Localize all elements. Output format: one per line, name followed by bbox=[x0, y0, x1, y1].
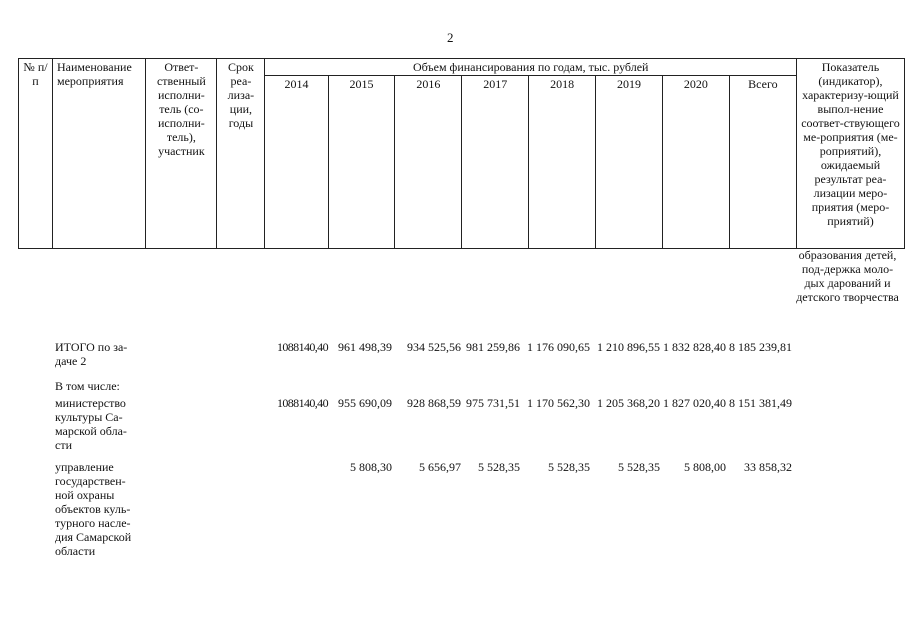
col-number-header: № п/п bbox=[19, 59, 53, 249]
value-2019: 1 210 896,55 bbox=[597, 340, 660, 354]
header-row bbox=[19, 59, 905, 76]
value-total: 8 151 381,49 bbox=[729, 396, 792, 410]
value-2017: 5 528,35 bbox=[478, 460, 520, 474]
year-2018-header: 2018 bbox=[529, 76, 596, 249]
row-label: В том числе: bbox=[55, 379, 120, 393]
value-2014: 1088140,40 bbox=[276, 340, 328, 354]
value-2020: 1 827 020,40 bbox=[663, 396, 726, 410]
value-2016: 5 656,97 bbox=[419, 460, 461, 474]
year-2015-header: 2015 bbox=[328, 76, 395, 249]
row-label: ИТОГО по за- даче 2 bbox=[55, 340, 128, 368]
row-label: министерство культуры Са- марской обла- сти bbox=[55, 396, 127, 452]
indicator-continuation: образования детей, под-держка моло-дых дарований и детского творчества bbox=[796, 248, 899, 304]
value-2016: 934 525,56 bbox=[407, 340, 461, 354]
value-2014: 1088140,40 bbox=[276, 396, 328, 410]
program-table-header bbox=[18, 58, 905, 249]
value-2016: 928 868,59 bbox=[407, 396, 461, 410]
total-header: Всего bbox=[729, 76, 796, 249]
value-2020: 1 832 828,40 bbox=[663, 340, 726, 354]
year-2014-header: 2014 bbox=[265, 76, 328, 249]
col-responsible-header: Ответ-ственный исполни-тель (со-исполни-тель), участник bbox=[146, 59, 217, 249]
value-2017: 981 259,86 bbox=[466, 340, 520, 354]
value-2018: 1 170 562,30 bbox=[527, 396, 590, 410]
year-2016-header: 2016 bbox=[395, 76, 462, 249]
value-2019: 1 205 368,20 bbox=[597, 396, 660, 410]
value-total: 33 858,32 bbox=[744, 460, 792, 474]
value-2018: 1 176 090,65 bbox=[527, 340, 590, 354]
value-2018: 5 528,35 bbox=[548, 460, 590, 474]
col-funding-header: Объем финансирования по годам, тыс. рублей bbox=[265, 59, 797, 76]
value-2017: 975 731,51 bbox=[466, 396, 520, 410]
value-2015: 961 498,39 bbox=[338, 340, 392, 354]
value-total: 8 185 239,81 bbox=[729, 340, 792, 354]
page-number: 2 bbox=[447, 30, 454, 45]
value-2015: 955 690,09 bbox=[338, 396, 392, 410]
value-2019: 5 528,35 bbox=[618, 460, 660, 474]
value-2020: 5 808,00 bbox=[684, 460, 726, 474]
row-label: управление государствен- ной охраны объектов куль- турного насле- дия Самарской области bbox=[55, 460, 132, 558]
col-name-header: Наименование мероприятия bbox=[53, 59, 146, 249]
value-2015: 5 808,30 bbox=[350, 460, 392, 474]
year-2020-header: 2020 bbox=[662, 76, 729, 249]
col-indicator-header: Показатель (индикатор), характеризу-ющий выпол-нение соответ-ствующего ме-роприятия (ме-роприятий), ожидаемый результат реа-лизации меро-приятия (меро-приятий) bbox=[796, 59, 904, 249]
year-2017-header: 2017 bbox=[462, 76, 529, 249]
year-2019-header: 2019 bbox=[596, 76, 663, 249]
col-term-header: Срок реа-лиза-ции, годы bbox=[217, 59, 265, 249]
